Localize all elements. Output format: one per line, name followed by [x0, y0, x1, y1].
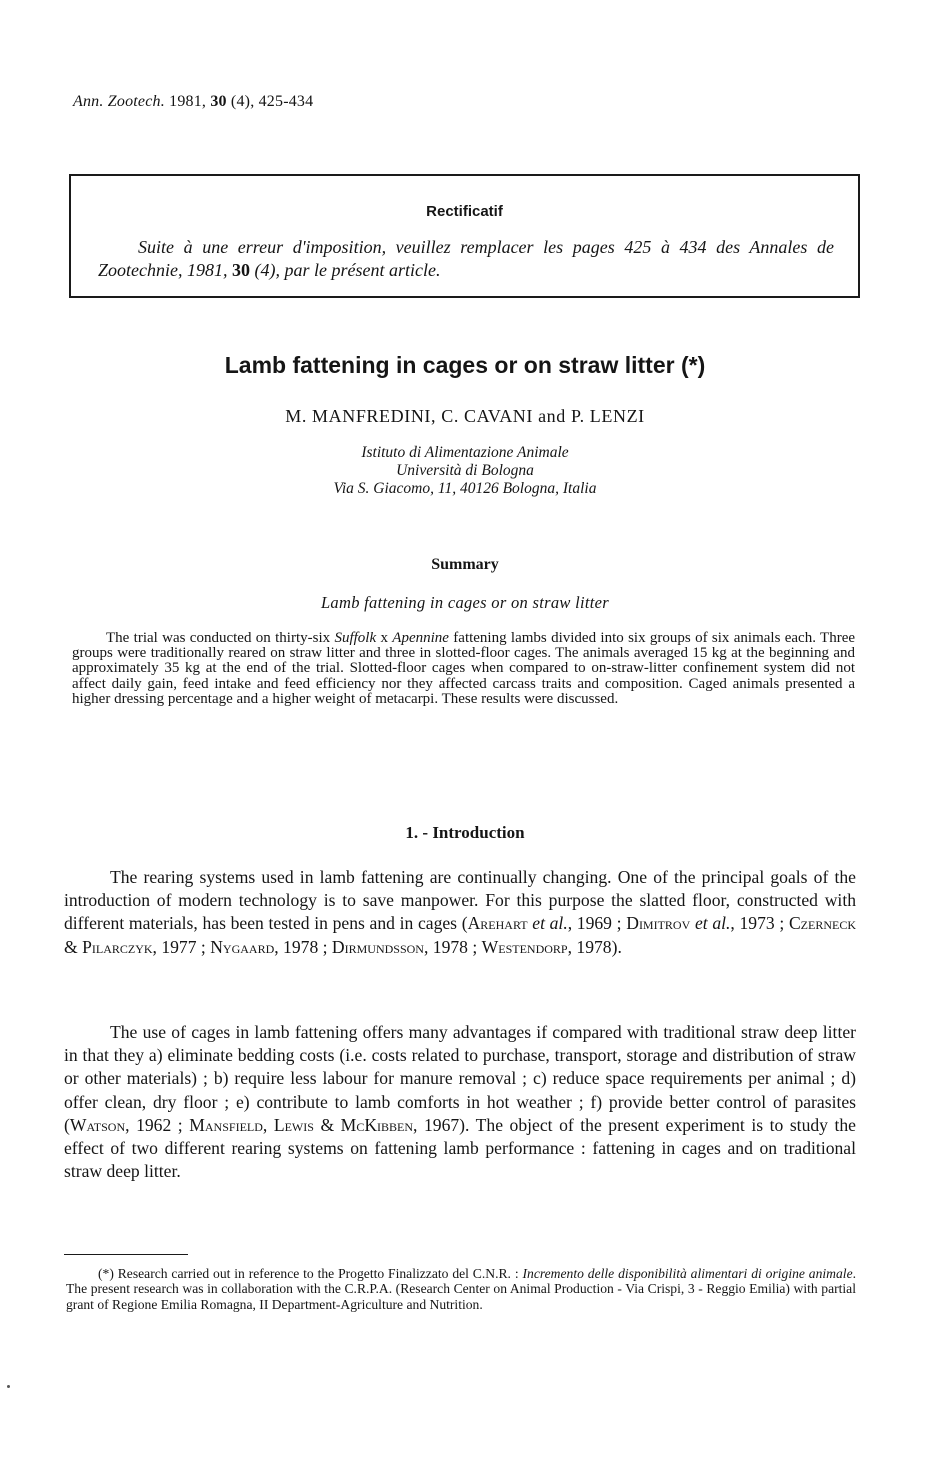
journal-volume: 30 [210, 93, 227, 110]
introduction-paragraph-1 [64, 866, 856, 959]
paragraph-text: The rearing systems used in lamb fattening are continually changing. One of the principal goals of the introduction of modern technology is to save manpower. For this purpose the slatted floor, constructed with different materials, has been tested in pens and in cages ( [64, 867, 856, 934]
summary-subtitle: Lamb fattening in cages or on straw litter [320, 593, 610, 612]
summary-text [72, 631, 855, 707]
author-affiliation [0, 444, 930, 498]
citation-year: , 1978). [567, 936, 622, 957]
journal-reference [73, 93, 313, 111]
summary-text-part: fattening lambs divided into six groups of six animals each. Three groups were traditionally reared on straw litter and three in slotted-floor cages. The animals averaged 15 kg at the beginning and approximately 35 kg at the end of the trial. Slotted-floor cages when compared to on-straw-litter confinement system did not affect daily gain, feed intake and feed efficiency nor they affected carcass traits and composition. Caged animals presented a higher dressing percentage and a higher weight of metacarpi. These results were discussed. [72, 630, 856, 707]
paragraph-text: The object of the present experiment is to study the effect of two different rearing systems on fattening lamb performance : fattening in cages and on traditional straw deep litter. [64, 1114, 856, 1182]
journal-year: 1981, [164, 93, 211, 110]
summary-text-part: The trial was conducted on thirty-six [106, 630, 335, 646]
journal-pages: (4), 425-434 [226, 93, 314, 110]
rectificatif-volume: 30 [231, 260, 250, 280]
introduction-paragraph-2 [64, 1021, 856, 1183]
footnote-text: (*) Research carried out in reference to the Progetto Finalizzato del C.N.R. : [98, 1266, 523, 1281]
section-heading-introduction: 1. - Introduction [405, 823, 525, 842]
citation-author: Czerneck & Pilarczyk [64, 913, 857, 957]
summary-heading: Summary [431, 556, 499, 573]
citation-year: , 1967). [413, 1114, 470, 1135]
citation-year: , 1978 ; [274, 936, 332, 957]
citation-etal: et al. [690, 913, 731, 934]
article-title: Lamb fattening in cages or on straw litter (*) [224, 352, 706, 378]
citation-author: Nygaard [210, 936, 275, 957]
breed-name: Suffolk [334, 630, 377, 646]
footnote-project-name: Incremento delle disponibilità alimentari di origine animale [522, 1266, 853, 1281]
citation-author: Westendorp [481, 936, 568, 957]
citation-etal: et al. [527, 913, 568, 934]
rectificatif-box [69, 174, 860, 298]
footnote-divider [64, 1254, 188, 1255]
rectificatif-text: Suite à une erreur d'imposition, veuillez remplacer les pages 425 à 434 des Annales de Zootechnie, 1981, [98, 237, 834, 280]
journal-name: Ann. Zootech. [73, 93, 165, 110]
footnote [66, 1266, 856, 1312]
rectificatif-body [98, 236, 834, 282]
footnote-text: . The present research was in collaboration with the C.R.P.A. (Research Center on Animal Production - Via Crispi, 3 - Reggio Emilia) with partial grant of Regione Emilia Romagna, II Department-Agriculture and Nutrition. [66, 1266, 857, 1312]
summary-text-part: x [376, 630, 393, 646]
article-authors: M. MANFREDINI, C. CAVANI and P. LENZI [285, 406, 645, 426]
affiliation-line: Via S. Giacomo, 11, 40126 Bologna, Italia [333, 480, 597, 497]
citation-author: Watson [69, 1114, 126, 1135]
citation-author: Dimitrov [626, 913, 691, 934]
breed-name: Apennine [392, 630, 449, 646]
rectificatif-text-end: (4), par le présent article. [249, 260, 441, 280]
affiliation-line: Università di Bologna [396, 462, 534, 479]
citation-year: , 1977 ; [152, 936, 211, 957]
citation-author: Mansfield, Lewis & McKibben [189, 1114, 414, 1135]
scan-speck [7, 1385, 10, 1388]
citation-year: , 1969 ; [567, 913, 627, 934]
citation-author: Arehart [467, 913, 528, 934]
affiliation-line: Istituto di Alimentazione Animale [361, 444, 569, 461]
citation-year: , 1973 ; [730, 913, 789, 934]
citation-author: Dirmundsson [331, 936, 424, 957]
citation-year: , 1962 ; [125, 1114, 190, 1135]
citation-year: , 1978 ; [423, 936, 482, 957]
rectificatif-heading: Rectificatif [426, 203, 503, 220]
paragraph-text: The use of cages in lamb fattening offers many advantages if compared with traditional straw deep litter in that they a) eliminate bedding costs (i.e. costs related to purchase, transport, storage and distribution of straw or other materials) ; b) require less labour for manure removal ; c) reduce space requirements per animal ; d) offer clean, dry floor ; e) contribute to lamb comforts in hot weather ; f) provide better control of parasites ( [64, 1022, 856, 1135]
